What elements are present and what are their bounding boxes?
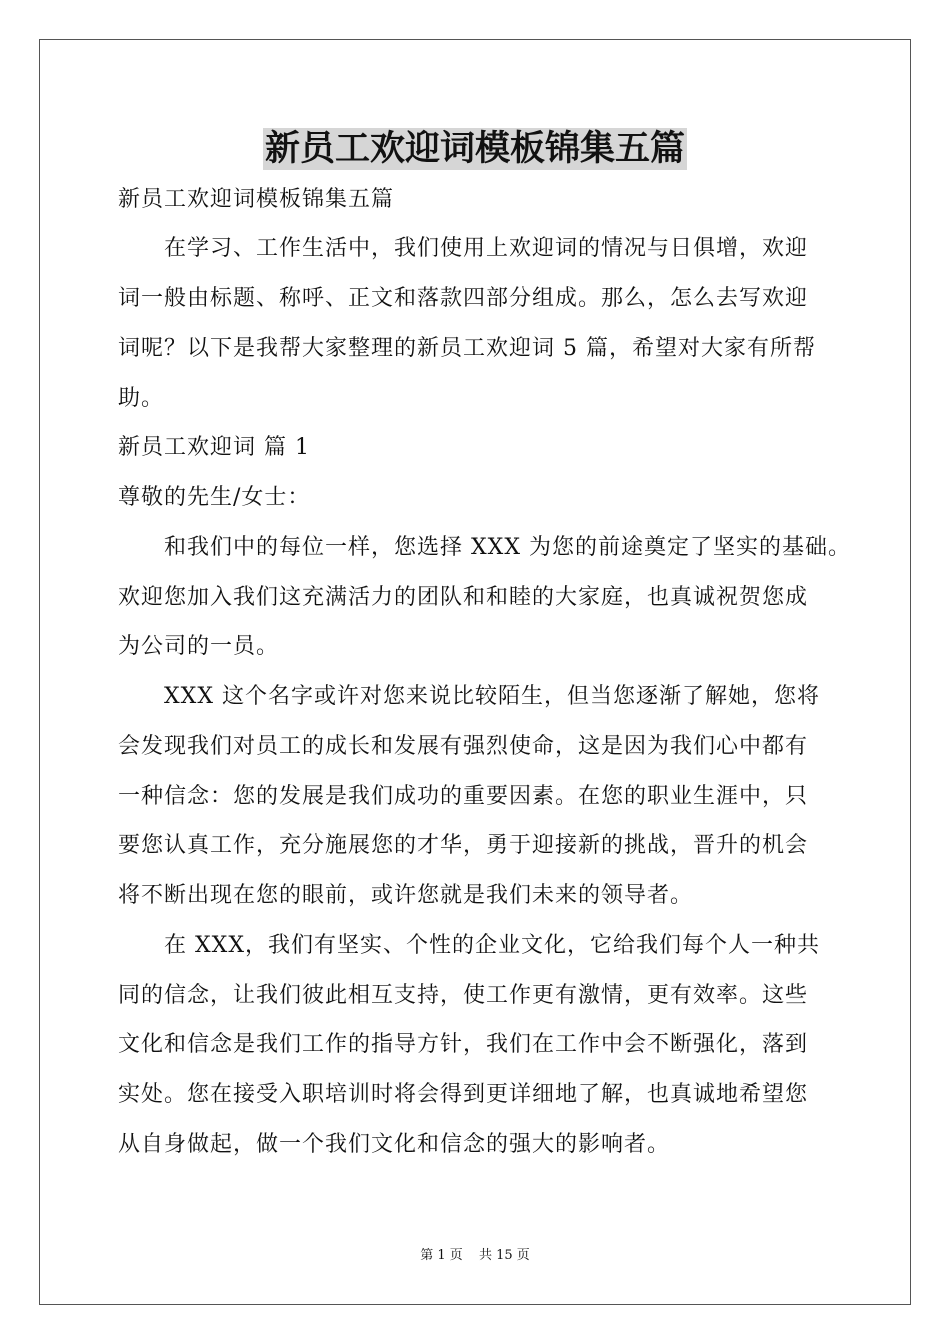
page-footer [0, 1248, 950, 1264]
text-line: 要您认真工作，充分施展您的才华，勇于迎接新的挑战，晋升的机会 [118, 833, 809, 858]
text-line: 文化和信念是我们工作的指导方针，我们在工作中会不断强化，落到 [118, 1032, 809, 1057]
title-container [0, 128, 950, 170]
page-total: 共 15 页 [478, 1248, 530, 1263]
text-line: 在学习、工作生活中，我们使用上欢迎词的情况与日俱增，欢迎 [118, 236, 809, 261]
text-line: 实处。您在接受入职培训时将会得到更详细地了解，也真诚地希望您 [118, 1082, 809, 1107]
text-line: XXX 这个名字或许对您来说比较陌生，但当您逐渐了解她，您将 [118, 684, 820, 709]
text-line: 新员工欢迎词模板锦集五篇 [118, 187, 395, 212]
text-line: 会发现我们对员工的成长和发展有强烈使命，这是因为我们心中都有 [118, 734, 809, 759]
text-line: 为公司的一员。 [118, 634, 280, 659]
text-line: 词呢？以下是我帮大家整理的新员工欢迎词 5 篇，希望对大家有所帮 [118, 336, 816, 361]
text-line: 从自身做起，做一个我们文化和信念的强大的影响者。 [118, 1132, 671, 1157]
text-line: 在 XXX，我们有坚实、个性的企业文化，它给我们每个人一种共 [118, 933, 820, 958]
text-line: 将不断出现在您的眼前，或许您就是我们未来的领导者。 [118, 883, 694, 908]
text-line: 助。 [118, 386, 165, 411]
page-border [39, 39, 911, 1305]
salutation: 尊敬的先生/女士： [118, 485, 311, 510]
text-line: 欢迎您加入我们这充满活力的团队和和睦的大家庭，也真诚祝贺您成 [118, 585, 809, 610]
text-line: 词一般由标题、称呼、正文和落款四部分组成。那么，怎么去写欢迎 [118, 286, 809, 311]
text-line: 和我们中的每位一样，您选择 XXX 为您的前途奠定了坚实的基础。 [118, 535, 851, 560]
page-number: 第 1 页 [420, 1248, 463, 1263]
document-title: 新员工欢迎词模板锦集五篇 [264, 128, 685, 169]
text-line: 一种信念：您的发展是我们成功的重要因素。在您的职业生涯中，只 [118, 784, 809, 809]
text-line: 同的信念，让我们彼此相互支持，使工作更有激情，更有效率。这些 [118, 983, 809, 1008]
section-heading: 新员工欢迎词 篇 1 [118, 435, 310, 460]
